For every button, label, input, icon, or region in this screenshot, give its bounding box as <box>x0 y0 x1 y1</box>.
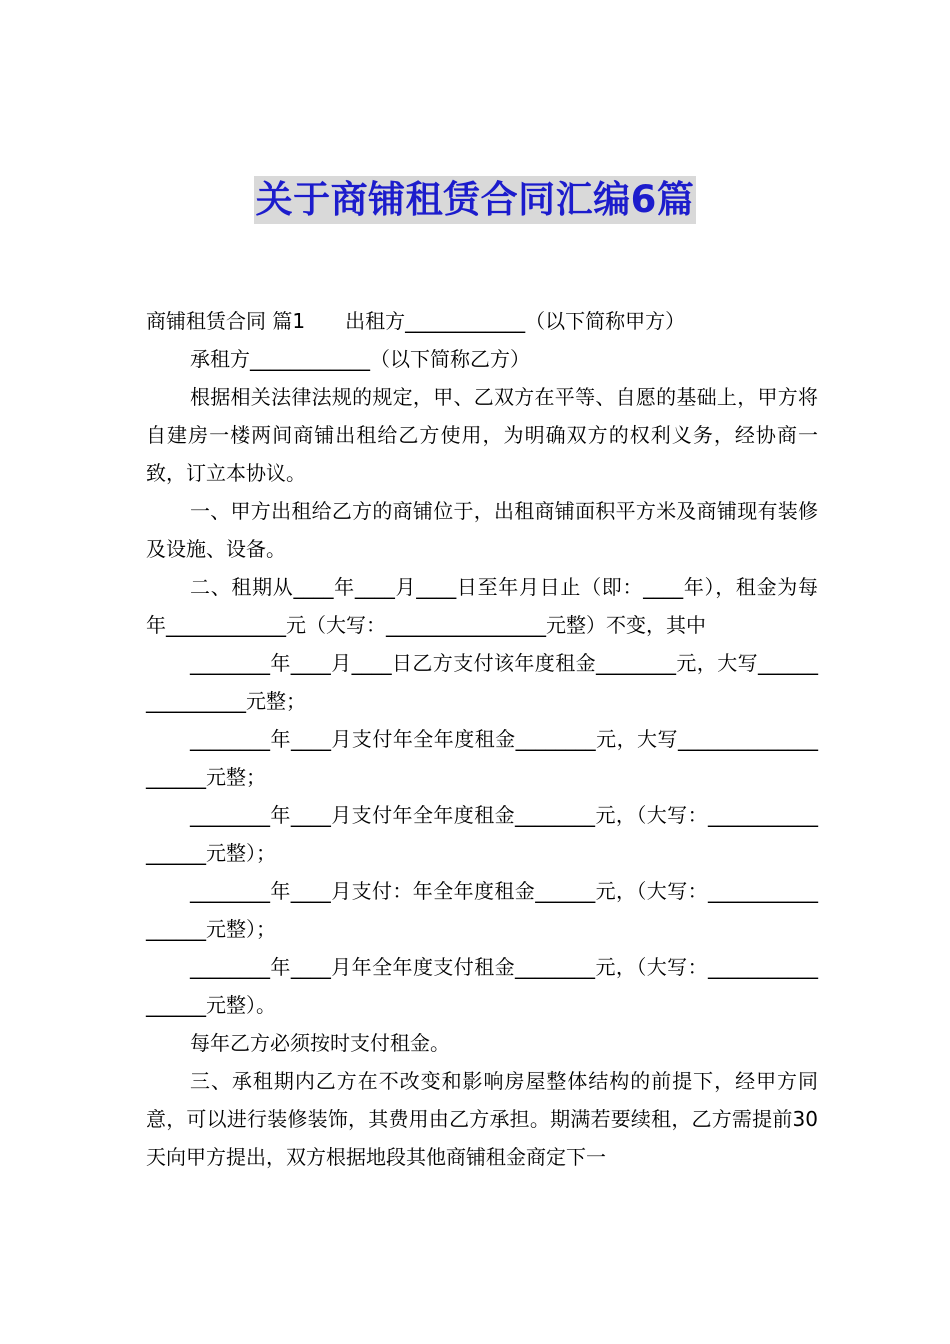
paragraph-payment-1: ________年____月____日乙方支付该年度租金________元，大写________________元整； <box>146 651 818 713</box>
paragraph-party-b: 承租方____________（以下简称乙方） <box>190 347 530 371</box>
paragraph-clause-3: 三、承租期内乙方在不改变和影响房屋整体结构的前提下，经甲方同意，可以进行装修装饰，其费用由乙方承担。期满若要续租，乙方需提前30天向甲方提出，双方根据地段其他商铺租金商定下一 <box>146 1069 818 1169</box>
paragraph-clause-2: 二、租期从____年____月____日至年月日止（即：____年），租金为每年____________元（大写：________________元整）不变，其中 <box>146 575 818 637</box>
document-title: 关于商铺租赁合同汇编6篇 <box>254 176 697 224</box>
paragraph-preamble: 根据相关法律法规的规定，甲、乙双方在平等、自愿的基础上，甲方将自建房一楼两间商铺出租给乙方使用，为明确双方的权利义务，经协商一致，订立本协议。 <box>146 385 818 485</box>
document-body <box>146 302 818 1176</box>
paragraph-payment-3: ________年____月支付年全年度租金________元，（大写：_________________元整）； <box>146 803 818 865</box>
title-container <box>0 176 950 224</box>
paragraph-clause-1: 一、甲方出租给乙方的商铺位于，出租商铺面积平方米及商铺现有装修及设施、设备。 <box>146 499 818 561</box>
paragraph-payment-5: ________年____月年全年度支付租金________元，（大写：_________________元整）。 <box>146 955 818 1017</box>
paragraph-heading-party-a: 商铺租赁合同 篇1 出租方____________（以下简称甲方） <box>146 309 686 333</box>
paragraph-payment-4: ________年____月支付：年全年度租金______元，（大写：_________________元整）； <box>146 879 818 941</box>
paragraph-payment-2: ________年____月支付年全年度租金________元，大写____________________元整； <box>146 727 818 789</box>
paragraph-payment-note: 每年乙方必须按时支付租金。 <box>190 1031 450 1055</box>
